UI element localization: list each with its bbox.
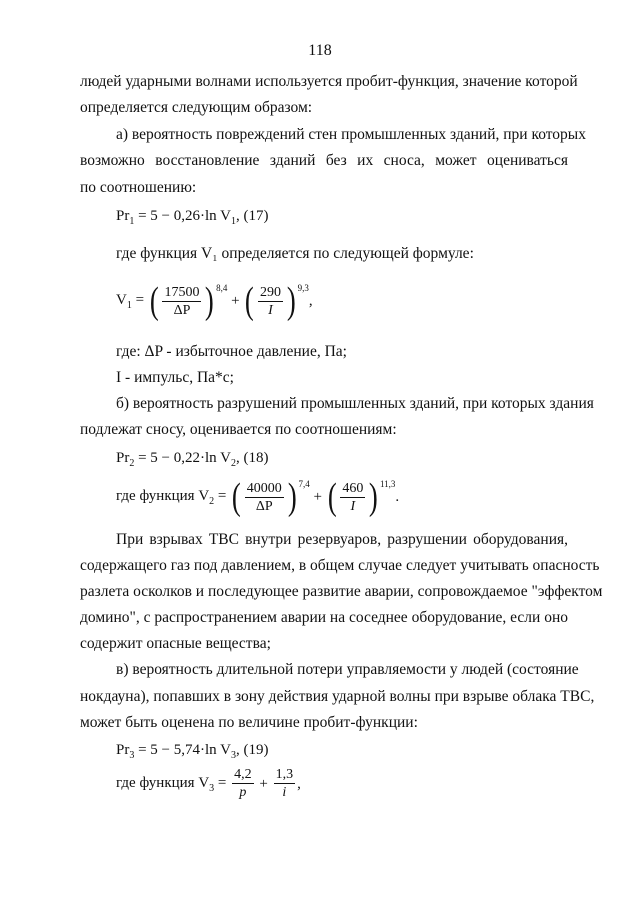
text-line: может быть оценена по величине пробит-функции:: [80, 714, 418, 731]
formula-v3: где функция $V_3$ = $\frac{4,2}{p}$ + $\frac{1,3}{i}$ ,: [116, 767, 301, 800]
text-line: определяется следующим образом:: [80, 99, 313, 116]
page-number: 118: [308, 42, 332, 59]
text-line: домино", с распространением аварии на соседнее оборудование, если оно: [80, 609, 568, 626]
text-line: При взрывах ТВС внутри резервуаров, разрушении оборудования,: [116, 531, 568, 548]
text-line: а) вероятность повреждений стен промышленных зданий, при которых: [116, 126, 586, 143]
text-line: подлежат сносу, оценивается по соотношениям:: [80, 421, 397, 438]
formula-18: $Pr_2 = 5 - 0,22\cdot\ln$ $V_2$, (18): [116, 450, 269, 469]
text-line: I - импульс, Па*с;: [116, 369, 234, 386]
text-line: по соотношению:: [80, 179, 197, 196]
text-line: разлета осколков и последующее развитие аварии, сопровождаемое "эффектом: [80, 583, 603, 600]
text-line: возможно восстановление зданий без их сноса, может оцениваться: [80, 152, 568, 169]
text-line: содержащего газ под давлением, в общем случае следует учитывать опасность: [80, 557, 600, 574]
text-line: нокдауна), попавших в зону действия ударной волны при взрыве облака ТВС,: [80, 688, 595, 705]
formula-v1: $V_1$ = ( $\frac{17500}{\Delta P}$ ) $^{8,4}$ + ( $\frac{290}{I}$ ) $^{9,3}$,: [116, 280, 313, 322]
text-line: содержит опасные вещества;: [80, 635, 271, 652]
formula-v2: где функция $V_2$ = ( $\frac{40000}{\Delta P}$ ) $^{7,4}$ + ( $\frac{460}{I}$ ) $^{11,3}$.: [116, 476, 400, 518]
formula-17: $Pr_1 = 5 - 0,26\cdot\ln$ $V_1$, (17): [116, 208, 269, 227]
text-line: где: ΔP - избыточное давление, Па;: [116, 343, 347, 360]
text-line: в) вероятность длительной потери управляемости у людей (состояние: [116, 661, 579, 678]
text-line: людей ударными волнами используется пробит-функция, значение которой: [80, 73, 578, 90]
text-line: где функция V₁ определяется по следующей формуле:: [116, 245, 474, 262]
text-line: б) вероятность разрушений промышленных зданий, при которых здания: [116, 395, 594, 412]
formula-19: $Pr_3 = 5 - 5,74\cdot\ln$ $V_3$, (19): [116, 742, 269, 761]
